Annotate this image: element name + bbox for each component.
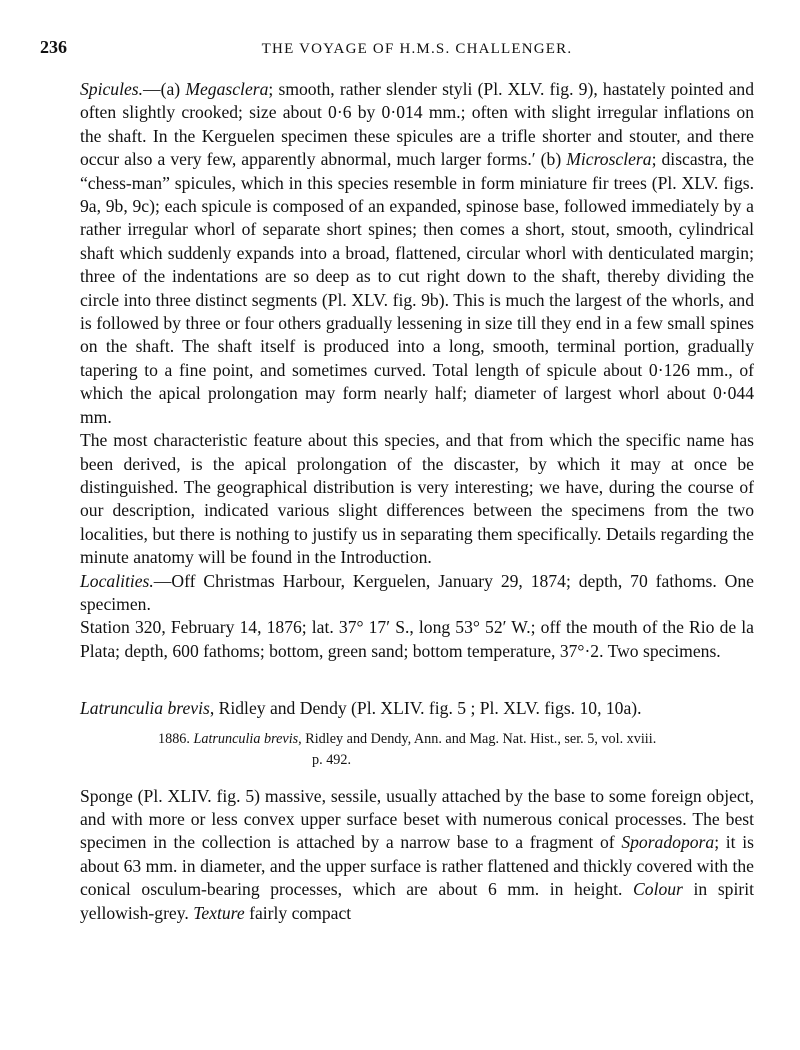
- megasclera-term: Megasclera: [185, 79, 269, 99]
- localities-paragraph: [80, 570, 754, 617]
- citation-page: p. 492.: [312, 751, 352, 768]
- sub-b-label: (b): [540, 149, 562, 170]
- citation-name: Latrunculia brevis: [193, 730, 299, 747]
- running-title: THE VOYAGE OF H.M.S. CHALLENGER.: [261, 41, 573, 57]
- spicules-text-1: ; smooth, rather slender styli (Pl. XLV. fig. 9), hastately pointed and often slightly crooked; size about 0·6 by 0·014 mm.; often with slight irregular inflations on the shaft. In the Kerguelen specimen these spicules are a trifle shorter and stouter, and there occur also a very few, apparently abnormal, much larger forms.′: [80, 79, 754, 170]
- spicules-paragraph: [80, 78, 754, 429]
- characteristic-paragraph: The most characteristic feature about this species, and that from which the specific name has been derived, is the apical prolongation of the discaster, by which it may at once be distinguished. The geographical distribution is very interesting; we have, during the course of our description, indicated various slight differences between the specimens from the two localities, but there is nothing to justify us in separating them specifically. Details regarding the minute anatomy will be found in the Introduction.: [80, 430, 754, 568]
- sponge-text-2: ; it is about 63 mm. in diameter, and the upper surface is rather flattened and thickly covered with the conical osculum-bearing processes, which are about 6 mm. in height.: [80, 832, 754, 900]
- colour-label: Colour: [633, 879, 683, 900]
- dash: —: [143, 79, 161, 99]
- microsclera-term: Microsclera: [566, 149, 652, 170]
- spicules-label: Spicules.: [80, 79, 144, 99]
- sponge-text-1: Sponge (Pl. XLIV. fig. 5) massive, sessile, usually attached by the base to some foreign object, and with more or less convex upper surface beset with numerous conical processes. The best specimen in the collection is attached by a narrow base to a fragment of: [80, 785, 754, 853]
- section-gap: [80, 663, 754, 697]
- texture-text: fairly compact: [249, 902, 352, 923]
- page-header: [40, 36, 754, 66]
- species-authors: , Ridley and Dendy (Pl. XLIV. fig. 5 ; Pl. XLV. figs. 10, 10a).: [209, 698, 642, 719]
- localities-text: —Off Christmas Harbour, Kerguelen, January 29, 1874; depth, 70 fathoms. One specimen.: [80, 570, 754, 614]
- sponge-genus: Sporadopora: [621, 832, 715, 853]
- species-heading: [80, 697, 754, 720]
- texture-label: Texture: [193, 902, 245, 923]
- species-name: Latrunculia brevis: [80, 698, 210, 719]
- sub-a-label: (a): [160, 79, 181, 99]
- citation-text: , Ridley and Dendy, Ann. and Mag. Nat. Hist., ser. 5, vol. xviii.: [298, 730, 657, 747]
- page-number: 236: [40, 37, 67, 57]
- sponge-paragraph: [80, 785, 754, 925]
- colour-text: in spirit yellowish-grey.: [80, 879, 754, 923]
- station-paragraph: Station 320, February 14, 1876; lat. 37° 17′ S., long 53° 52′ W.; off the mouth of the Rio de la Plata; depth, 600 fathoms; bottom, green sand; bottom temperature, 37°·2. Two specimens.: [80, 617, 754, 661]
- citation-year: 1886.: [158, 730, 190, 747]
- spicules-text-2: ; discastra, the “chess-man” spicules, which in this species resemble in form miniature fir trees (Pl. XLV. figs. 9a, 9b, 9c); each spicule is composed of an expanded, spinose base, followed immediately by a rather irregular whorl of separate short spines; then comes a short, stout, smooth, cylindrical shaft which suddenly expands into a broad, flattened, circular whorl with denticulated margin; three of the indentations are so deep as to cut right down to the shaft, thereby dividing the circle into three distinct segments (Pl. XLV. fig. 9b). This is much the largest of the whorls, and is followed by three or four others gradually lessening in size till they end in a few small spines on the shaft. The shaft itself is produced into a long, smooth, terminal portion, gradually tapering to a fine point, and sometimes curved. Total length of spicule about 0·126 mm., of which the apical prolongation may form nearly half; diameter of largest whorl about 0·044 mm.: [80, 149, 754, 427]
- citation-line: [158, 729, 754, 750]
- synonymy-citation: [80, 729, 754, 771]
- localities-label: Localities.: [80, 570, 154, 591]
